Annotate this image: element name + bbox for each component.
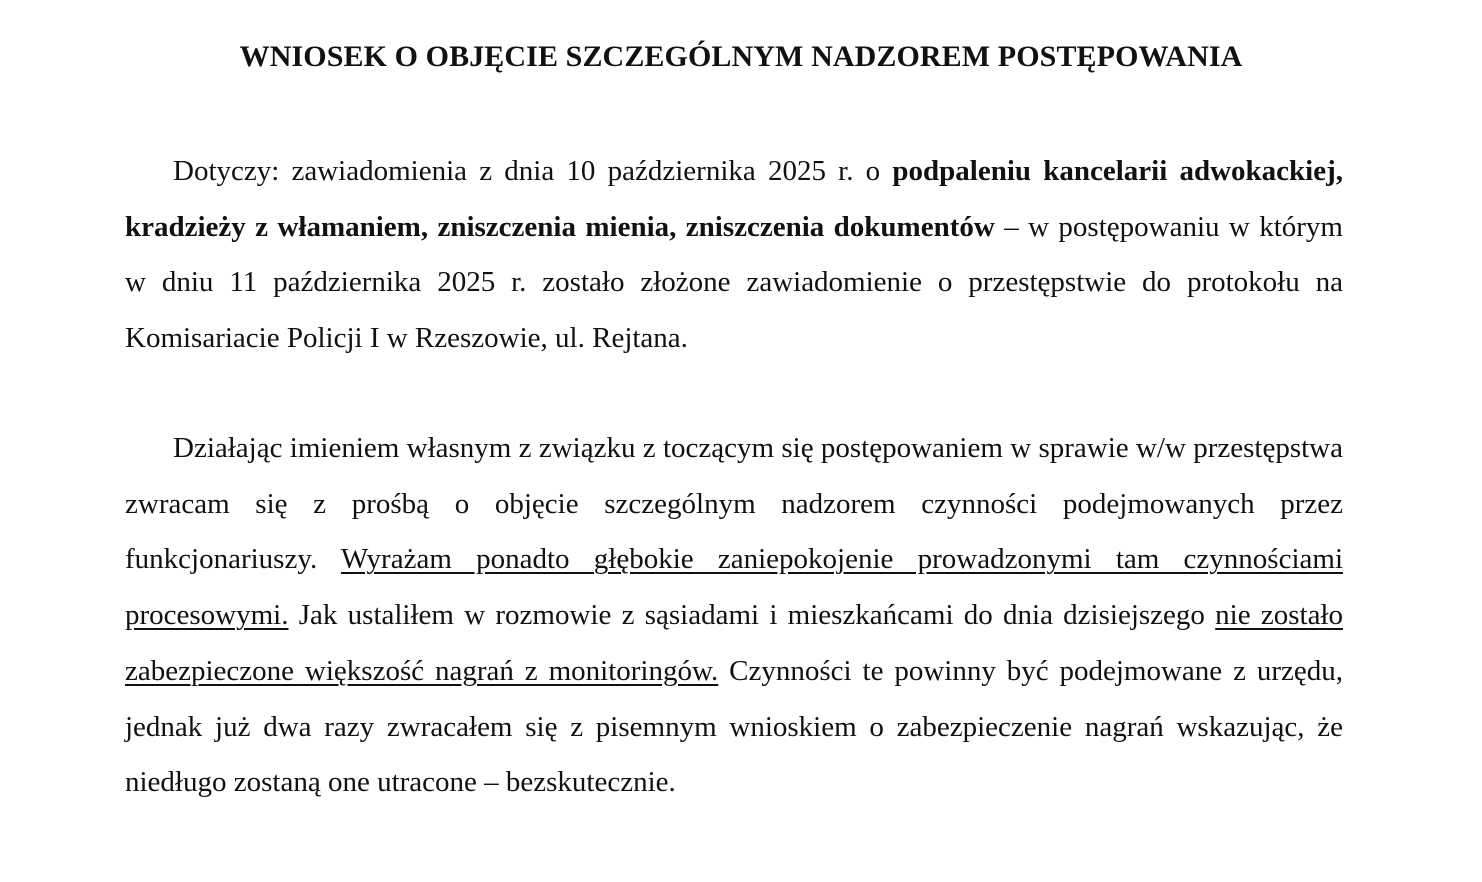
paragraph-request [125,421,1343,811]
request-text-1: Działając imieniem własnym z związku z toczącym się postępowaniem w sprawie w/w przestępstwa zwracam się z prośbą o objęcie szczególnym nadzorem czynności podejmowanych przez funkcjonariuszy. [125,432,1343,576]
underlined-recordings-text: nie zostało zabezpieczone większość nagrań z monitoringów. [125,599,1343,687]
paragraph-subject [125,144,1343,367]
request-text-3: Czynności te powinny być podejmowane z urzędu, jednak już dwa razy zwracałem się z pisemnym wnioskiem o zabezpieczenie nagrań wskazując, że niedługo zostaną one utracone – bezskutecznie. [125,654,1343,799]
subject-intro: Dotyczy: zawiadomienia z dnia 10 października 2025 r. o [173,155,893,187]
request-text-2: Jak ustaliłem w rozmowie z sąsiadami i mieszkańcami do dnia dzisiejszego [288,599,1216,632]
offenses-bold-text: podpaleniu kancelarii adwokackiej, kradzieży z włamaniem, zniszczenia mienia, zniszczenia dokumentów [125,155,1343,243]
subject-rest: – w postępowaniu w którym w dniu 11 października 2025 r. zostało złożone zawiadomienie o przestępstwie do protokołu na Komisariacie Policji I w Rzeszowie, ul. Rejtana. [125,210,1343,355]
underlined-concern-text: Wyrażam ponadto głębokie zaniepokojenie prowadzonymi tam czynnościami procesowymi. [125,543,1344,632]
document-title: WNIOSEK O OBJĘCIE SZCZEGÓLNYM NADZOREM POSTĘPOWANIA [239,40,1243,73]
